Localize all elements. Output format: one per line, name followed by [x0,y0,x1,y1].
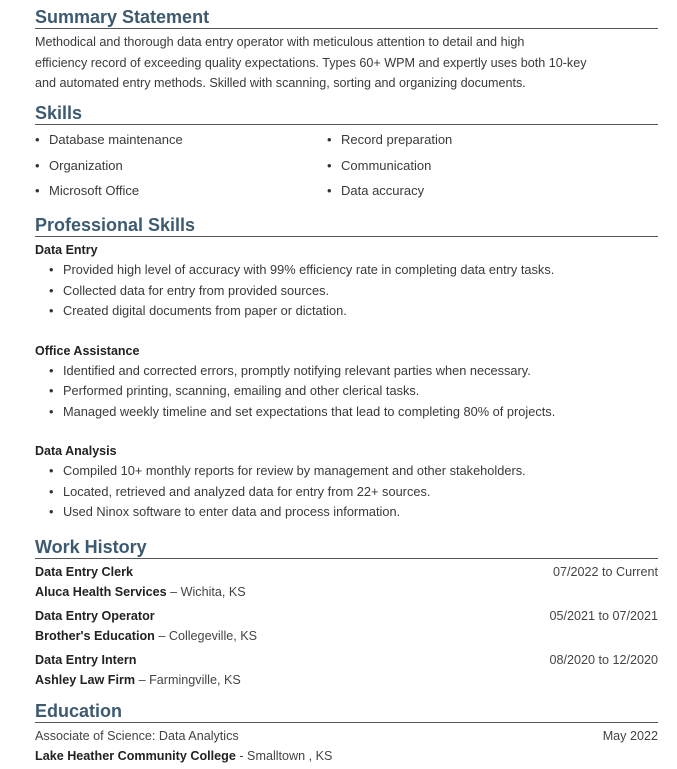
education-header [35,726,658,746]
skill-group [35,342,658,423]
job-employer-line [35,670,658,690]
skills-section [35,102,658,204]
job-dates: 08/2020 to 12/2020 [549,653,658,667]
skill-item: • Organization [35,153,327,179]
job-employer-line [35,626,658,646]
job-dates: 07/2022 to Current [552,565,658,579]
job-header [35,650,658,670]
job-entry [35,606,658,646]
job-dates: 05/2021 to 07/2021 [549,609,658,623]
skills-left-column [35,127,327,204]
professional-skills-heading: Professional Skills [35,214,658,237]
skill-item: • Record preparation [327,127,627,153]
skills-right-column [327,127,627,204]
list-item: • Performed printing, scanning, emailing and other clerical tasks. [35,381,658,402]
summary-text [35,32,658,94]
employer-name: Brother's Education [35,629,155,643]
job-entry [35,650,658,690]
skill-group-title: Data Analysis [35,444,117,458]
employer-location: – Collegeville, KS [158,629,258,643]
employer-name: Ashley Law Firm [35,673,136,687]
job-entry [35,562,658,602]
education-date: May 2022 [602,729,658,743]
job-employer-line [35,582,658,602]
job-header [35,606,658,626]
job-title: Data Entry Operator [35,609,155,623]
skill-group-list [35,361,658,423]
job-title: Data Entry Clerk [35,565,133,579]
employer-location: – Farmingville, KS [138,673,241,687]
summary-line: Methodical and thorough data entry operator with meticulous attention to detail and high [35,35,525,49]
skill-item: • Database maintenance [35,127,327,153]
skills-grid [35,127,658,204]
list-item: • Created digital documents from paper or dictation. [35,301,658,322]
school-location: - Smalltown , KS [239,749,333,763]
job-title: Data Entry Intern [35,653,137,667]
skill-group-list [35,260,658,322]
education-section [35,700,658,766]
skills-heading: Skills [35,102,658,125]
education-heading: Education [35,700,658,723]
skill-group [35,241,658,322]
professional-skills-section [35,214,658,523]
school-line [35,746,658,766]
work-history-section [35,536,658,690]
skill-group-list [35,461,658,523]
list-item: • Used Ninox software to enter data and process information. [35,502,658,523]
employer-name: Aluca Health Services [35,585,167,599]
job-header [35,562,658,582]
skill-item: • Communication [327,153,627,179]
skill-item: • Data accuracy [327,178,627,204]
summary-heading: Summary Statement [35,6,658,29]
skill-group [35,442,658,523]
list-item: • Located, retrieved and analyzed data for entry from 22+ sources. [35,482,658,503]
summary-line: efficiency record of exceeding quality expectations. Types 60+ WPM and expertly uses both 10-key [35,55,587,70]
list-item: • Identified and corrected errors, promptly notifying relevant parties when necessary. [35,361,658,382]
skill-item: • Microsoft Office [35,178,327,204]
summary-line: and automated entry methods. Skilled with scanning, sorting and organizing documents. [35,76,526,90]
school-name: Lake Heather Community College [35,749,236,763]
list-item: • Compiled 10+ monthly reports for review by management and other stakeholders. [35,461,658,482]
list-item: • Provided high level of accuracy with 99% efficiency rate in completing data entry tasks. [35,260,658,281]
list-item: • Collected data for entry from provided sources. [35,281,658,302]
skill-group-title: Data Entry [35,243,98,257]
degree: Associate of Science: Data Analytics [35,729,239,743]
summary-section [35,6,658,94]
employer-location: – Wichita, KS [170,585,246,599]
skill-group-title: Office Assistance [35,343,140,358]
list-item: • Managed weekly timeline and set expectations that lead to completing 80% of projects. [35,402,658,423]
work-history-heading: Work History [35,536,658,559]
